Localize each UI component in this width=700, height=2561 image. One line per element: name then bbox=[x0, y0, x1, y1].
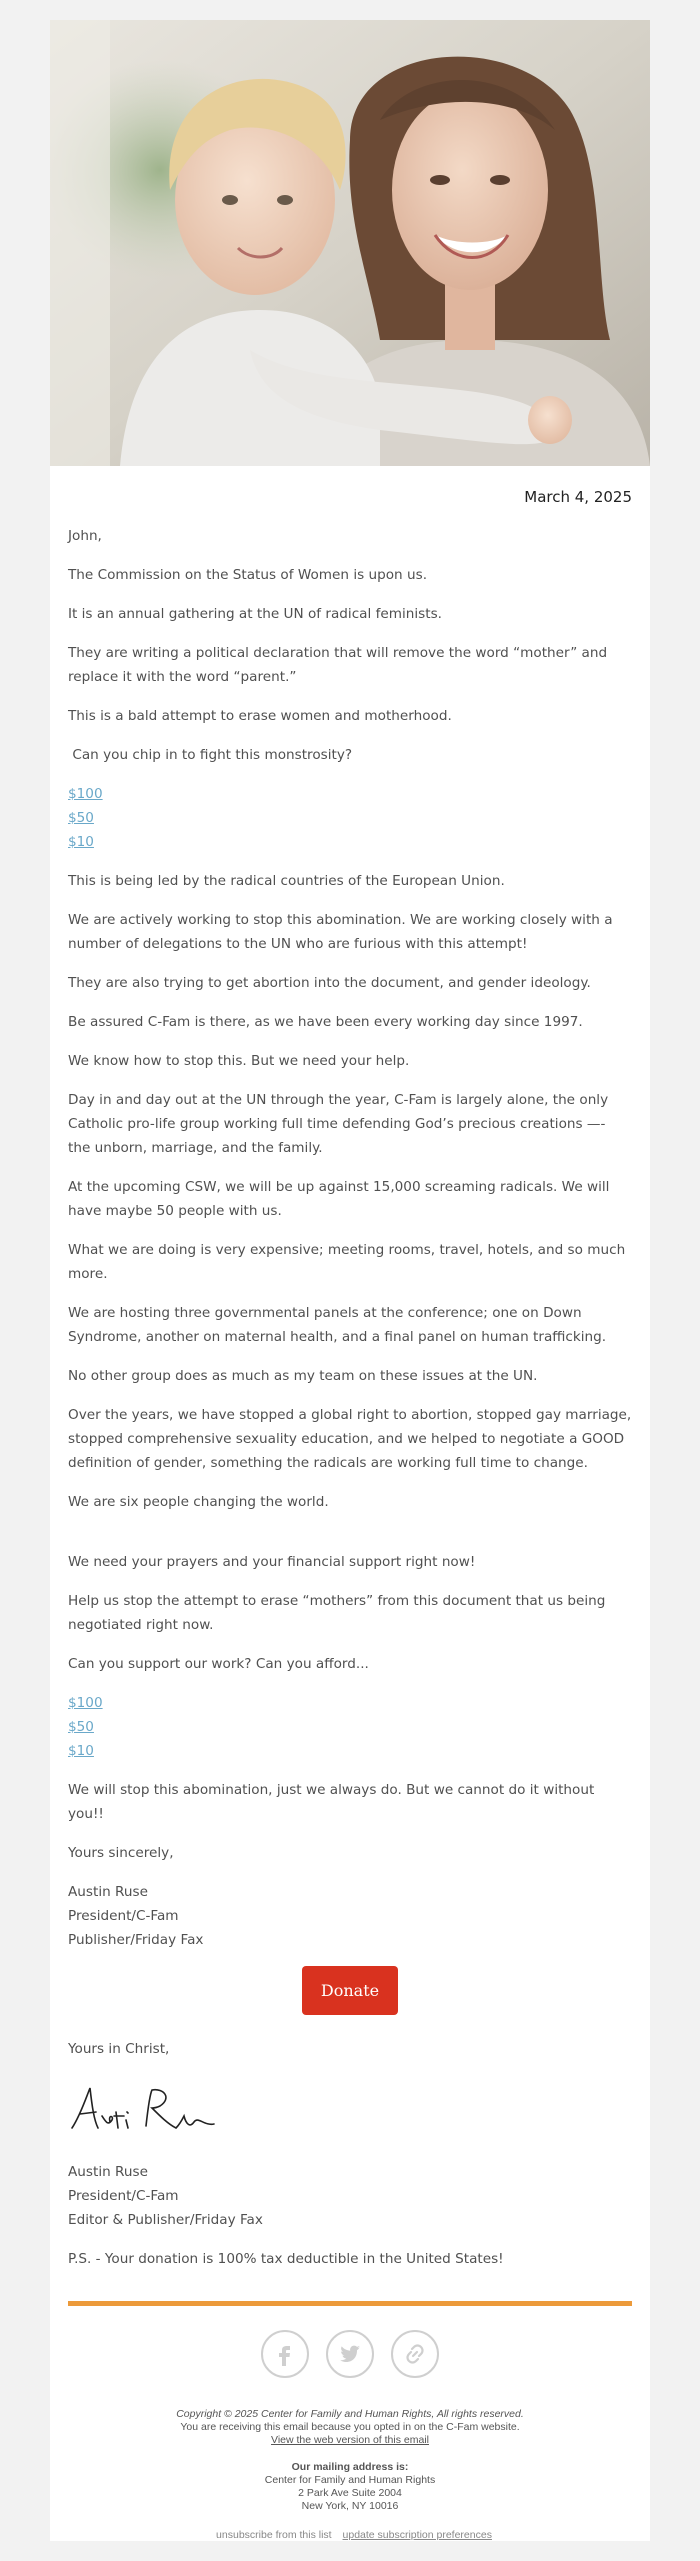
donate-100-link[interactable]: $100 bbox=[68, 1695, 103, 1711]
paragraph: They are also trying to get abortion into the document, and gender ideology. bbox=[68, 975, 591, 991]
signer-title: Editor & Publisher/Friday Fax bbox=[68, 2212, 263, 2228]
donate-10-link[interactable]: $10 bbox=[68, 1743, 94, 1759]
facebook-icon[interactable] bbox=[261, 2330, 309, 2378]
paragraph: No other group does as much as my team on these issues at the UN. bbox=[68, 1368, 538, 1384]
paragraph: Help us stop the attempt to erase “mothers” from this document that us being negotiated right now. bbox=[68, 1593, 606, 1633]
address-line: 2 Park Ave Suite 2004 bbox=[298, 2487, 402, 2499]
web-version-link[interactable]: View the web version of this email bbox=[271, 2434, 429, 2446]
donate-button[interactable]: Donate bbox=[302, 1966, 398, 2015]
paragraph: This is being led by the radical countries of the European Union. bbox=[68, 873, 505, 889]
closing-paragraph: We will stop this abomination, just we always do. But we cannot do it without you!! bbox=[68, 1782, 595, 1822]
paragraph: We are actively working to stop this abomination. We are working closely with a number of delegations to the UN who are furious with this attempt! bbox=[68, 912, 613, 952]
address-line: New York, NY 10016 bbox=[301, 2500, 399, 2512]
hero-photo-mother-and-child bbox=[50, 20, 650, 466]
copyright-text: Copyright © 2025 Center for Family and Human Rights, All rights reserved. bbox=[176, 2408, 524, 2420]
sign-off: Yours in Christ, bbox=[68, 2041, 170, 2057]
letter-body bbox=[68, 466, 632, 2542]
signer-title: President/C-Fam bbox=[68, 2188, 179, 2204]
donate-50-link[interactable]: $50 bbox=[68, 810, 94, 826]
link-icon[interactable] bbox=[391, 2330, 439, 2378]
opt-in-notice: You are receiving this email because you opted in on the C-Fam website. bbox=[180, 2421, 520, 2433]
donate-50-link[interactable]: $50 bbox=[68, 1719, 94, 1735]
twitter-icon[interactable] bbox=[326, 2330, 374, 2378]
unsubscribe-link[interactable]: unsubscribe from this list bbox=[216, 2529, 332, 2541]
paragraph: It is an annual gathering at the UN of radical feminists. bbox=[68, 606, 442, 622]
donation-amount-links-2 bbox=[68, 1691, 632, 1763]
paragraph: Can you chip in to fight this monstrosity? bbox=[68, 747, 353, 763]
paragraph: At the upcoming CSW, we will be up against 15,000 screaming radicals. We will have maybe 50 people with us. bbox=[68, 1179, 610, 1219]
signer-name: Austin Ruse bbox=[68, 1884, 148, 1900]
email-footer bbox=[68, 2408, 632, 2542]
email-card bbox=[50, 20, 650, 2541]
paragraph: This is a bald attempt to erase women and motherhood. bbox=[68, 708, 452, 724]
signer-block-2 bbox=[68, 2160, 632, 2232]
donation-amount-links bbox=[68, 782, 632, 854]
paragraph: The Commission on the Status of Women is upon us. bbox=[68, 567, 428, 583]
signer-name: Austin Ruse bbox=[68, 2164, 148, 2180]
paragraph: Day in and day out at the UN through the year, C-Fam is largely alone, the only Catholic pro-life group working full time defending God’s precious creations —- the unborn, marriage, and the family. bbox=[68, 1092, 609, 1156]
paragraph: Be assured C-Fam is there, as we have been every working day since 1997. bbox=[68, 1014, 583, 1030]
paragraph: We know how to stop this. But we need your help. bbox=[68, 1053, 410, 1069]
donate-10-link[interactable]: $10 bbox=[68, 834, 94, 850]
paragraph: We are six people changing the world. bbox=[68, 1494, 329, 1510]
greeting: John, bbox=[68, 528, 102, 544]
sign-off: Yours sincerely, bbox=[68, 1845, 174, 1861]
paragraph: Over the years, we have stopped a global right to abortion, stopped gay marriage, stopped comprehensive sexuality education, and we helped to negotiate a GOOD definition of gender, something the radicals are working full time to change. bbox=[68, 1407, 632, 1471]
paragraph: We need your prayers and your financial support right now! bbox=[68, 1554, 476, 1570]
mailing-address-heading: Our mailing address is: bbox=[291, 2461, 409, 2473]
donate-100-link[interactable]: $100 bbox=[68, 786, 103, 802]
update-preferences-link[interactable]: update subscription preferences bbox=[342, 2529, 492, 2541]
paragraph: What we are doing is very expensive; meeting rooms, travel, hotels, and so much more. bbox=[68, 1242, 626, 1282]
paragraph: They are writing a political declaration that will remove the word “mother” and replace it with the word “parent.” bbox=[68, 645, 608, 685]
postscript: P.S. - Your donation is 100% tax deductible in the United States! bbox=[68, 2251, 504, 2267]
paragraph: We are hosting three governmental panels at the conference; one on Down Syndrome, another on maternal health, and a final panel on human trafficking. bbox=[68, 1305, 607, 1345]
signer-block bbox=[68, 1880, 632, 1952]
social-links bbox=[68, 2330, 632, 2378]
letter-date: March 4, 2025 bbox=[524, 488, 632, 506]
handwritten-signature bbox=[68, 2076, 632, 2146]
accent-divider bbox=[68, 2301, 632, 2306]
paragraph: Can you support our work? Can you afford... bbox=[68, 1656, 369, 1672]
signer-title: Publisher/Friday Fax bbox=[68, 1932, 204, 1948]
address-line: Center for Family and Human Rights bbox=[264, 2474, 436, 2486]
signer-title: President/C-Fam bbox=[68, 1908, 179, 1924]
